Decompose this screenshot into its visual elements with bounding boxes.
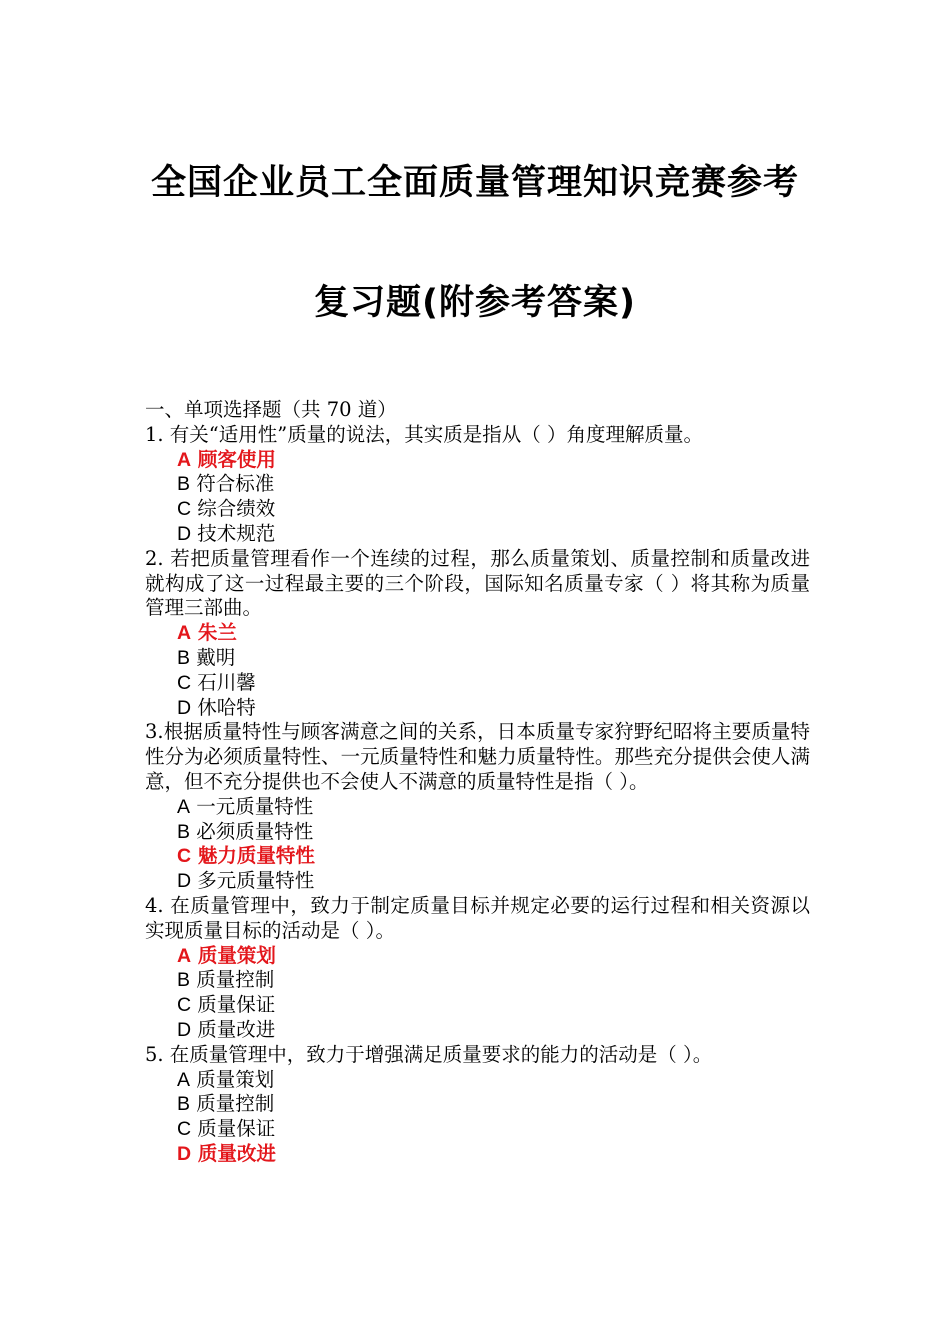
document-title-line-1: 全国企业员工全面质量管理知识竞赛参考 [150, 163, 799, 203]
option-correct [145, 621, 810, 646]
option-text: 朱兰 [197, 621, 237, 645]
option-text: 质量控制 [196, 1092, 275, 1116]
option-text: 质量策划 [197, 943, 276, 967]
document-title-line-2: 复习题(附参考答案) [314, 283, 636, 323]
option-text: 质量保证 [197, 993, 276, 1017]
option-letter: A [177, 622, 192, 645]
option-list [145, 621, 810, 720]
option [145, 993, 810, 1018]
option-letter: D [177, 870, 192, 893]
option [145, 1068, 810, 1093]
option-list [145, 944, 810, 1043]
question-block [145, 894, 810, 1043]
option-letter: A [177, 1068, 191, 1091]
section-heading: 一、单项选择题（共 70 道） [145, 398, 397, 421]
option-letter: C [177, 994, 192, 1017]
option-letter: D [177, 1018, 192, 1041]
question-text: 4. 在质量管理中，致力于制定质量目标并规定必要的运行过程和相关资源以实现质量目标的活动是（ ）。 [145, 893, 810, 942]
option [145, 869, 810, 894]
option-text: 魅力质量特性 [197, 844, 315, 868]
option [145, 522, 810, 547]
option [145, 646, 810, 671]
option-letter: A [177, 795, 191, 818]
option-text: 综合绩效 [197, 497, 276, 521]
option [145, 696, 810, 721]
option [145, 472, 810, 497]
option-letter: D [177, 522, 192, 545]
option-letter: C [177, 1118, 192, 1141]
option-letter: B [177, 820, 191, 843]
option-correct [145, 448, 810, 473]
option-correct [145, 844, 810, 869]
option-text: 质量保证 [197, 1117, 276, 1141]
option [145, 1092, 810, 1117]
option-correct [145, 1142, 810, 1167]
option-text: 顾客使用 [197, 447, 276, 471]
option-text: 石川馨 [197, 670, 256, 694]
option [145, 1117, 810, 1142]
option [145, 1018, 810, 1043]
option-letter: A [177, 944, 192, 967]
question-text: 5. 在质量管理中，致力于增强满足质量要求的能力的活动是（ ）。 [145, 1042, 713, 1066]
option-text: 质量策划 [196, 1067, 275, 1091]
option-letter: A [177, 448, 192, 471]
option-text: 多元质量特性 [197, 869, 315, 893]
option-text: 必须质量特性 [196, 819, 314, 843]
document-body [145, 398, 810, 1167]
option-letter: C [177, 671, 192, 694]
option-text: 戴明 [196, 645, 236, 669]
option-text: 技术规范 [197, 521, 276, 545]
option-letter: B [177, 969, 191, 992]
option-text: 质量改进 [197, 1017, 276, 1041]
question-block [145, 547, 810, 721]
question-text: 1. 有关“适用性”质量的说法，其实质是指从（ ）角度理解质量。 [145, 422, 703, 446]
question-block [145, 720, 810, 894]
option-text: 质量控制 [196, 968, 275, 992]
option [145, 968, 810, 993]
option [145, 671, 810, 696]
question-text: 3.根据质量特性与顾客满意之间的关系，日本质量专家狩野纪昭将主要质量特性分为必须质量特性、一元质量特性和魅力质量特性。那些充分提供会使人满意，但不充分提供也不会使人不满意的质量特性是指（ ）。 [145, 720, 810, 793]
option [145, 820, 810, 845]
question-block [145, 1043, 810, 1167]
option-text: 一元质量特性 [196, 794, 314, 818]
option-letter: D [177, 1142, 192, 1165]
option-list [145, 1068, 810, 1167]
question-block [145, 423, 810, 547]
option-list [145, 448, 810, 547]
option-letter: B [177, 473, 191, 496]
option-letter: C [177, 845, 192, 868]
option-text: 休哈特 [197, 695, 256, 719]
option-letter: D [177, 696, 192, 719]
option-letter: B [177, 646, 191, 669]
option-text: 质量改进 [197, 1141, 276, 1165]
option [145, 497, 810, 522]
option-list [145, 795, 810, 894]
option-text: 符合标准 [196, 472, 275, 496]
option-letter: C [177, 498, 192, 521]
option [145, 795, 810, 820]
question-text: 2. 若把质量管理看作一个连续的过程，那么质量策划、质量控制和质量改进就构成了这一过程最主要的三个阶段，国际知名质量专家（ ）将其称为质量管理三部曲。 [145, 546, 810, 620]
option-letter: B [177, 1093, 191, 1116]
option-correct [145, 944, 810, 969]
